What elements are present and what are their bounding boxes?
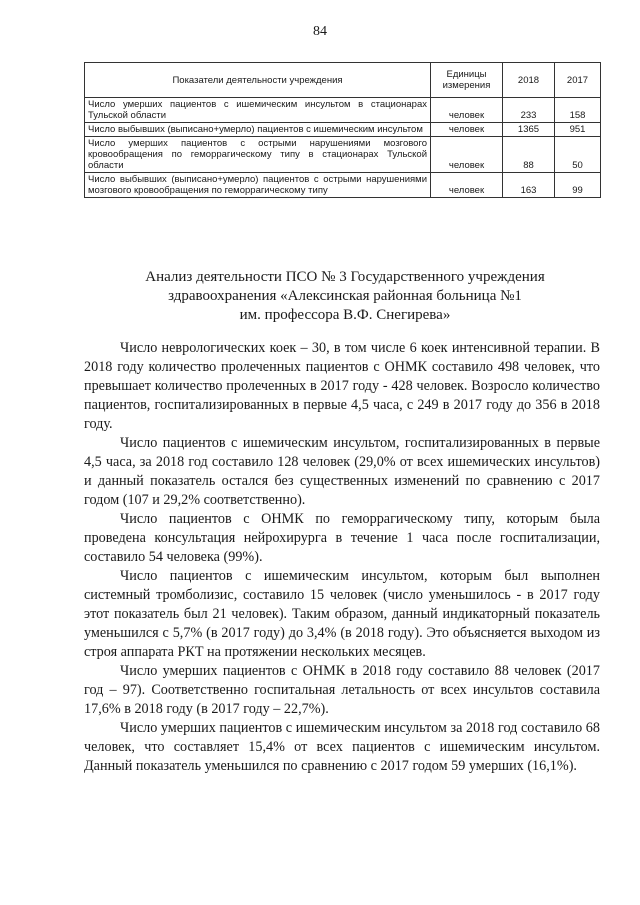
section-title-line: Анализ деятельности ПСО № 3 Государственного учреждения: [145, 269, 545, 285]
table-row: [85, 123, 601, 137]
row-indicator: Число умерших пациентов с острыми нарушениями мозгового кровообращения по геморрагическому типу в стационарах Тульской области: [85, 137, 431, 173]
section-title: [90, 268, 600, 325]
row-value-2017: 99: [555, 173, 601, 198]
table-header-row: [85, 63, 601, 98]
paragraph: Число неврологических коек – 30, в том числе 6 коек интенсивной терапии. В 2018 году количество пролеченных пациентов с ОНМК составило 498 человек, что превышает количество пролеченных в 2017 году - 428 человек. Возросло количество пациентов, госпитализированных в первые 4,5 часа, с 249 в 2017 году до 356 в 2018 году.: [84, 340, 600, 432]
header-year-2018: 2018: [503, 63, 555, 98]
paragraph: Число пациентов с ишемическим инсультом, госпитализированных в первые 4,5 часа, за 2018 год составило 128 человек (29,0% от всех ишемических инсультов) и данный показатель остался без существенных изменений по сравнению с 2017 годом (107 и 29,2% соответственно).: [84, 435, 600, 508]
row-value-2017: 158: [555, 98, 601, 123]
paragraph: Число пациентов с ишемическим инсультом, которым был выполнен системный тромболизис, составило 15 человек (число уменьшилось - в 2017 году этот показатель был 21 человек). Таким образом, данный индикаторный показатель уменьшился с 5,7% (в 2017 году) до 3,4% (в 2018 году). Это объясняется выходом из строя аппарата РКТ на протяжении нескольких месяцев.: [84, 568, 600, 660]
table-row: [85, 137, 601, 173]
row-indicator: Число выбывших (выписано+умерло) пациентов с острыми нарушениями мозгового кровообращения по геморрагическому типу: [85, 173, 431, 198]
row-value-2018: 163: [503, 173, 555, 198]
paragraph: Число умерших пациентов с ОНМК в 2018 году составило 88 человек (2017 год – 97). Соответственно госпитальная летальность от всех инсультов составила 17,6% в 2018 году (в 2017 году – 22,7%).: [84, 663, 600, 717]
row-indicator: Число выбывших (выписано+умерло) пациентов с ишемическим инсультом: [85, 123, 431, 137]
row-value-2018: 1365: [503, 123, 555, 137]
row-indicator: Число умерших пациентов с ишемическим инсультом в стационарах Тульской области: [85, 98, 431, 123]
paragraph: Число пациентов с ОНМК по геморрагическому типу, которым была проведена консультация нейрохирурга в течение 1 часа после госпитализации, составило 54 человека (99%).: [84, 511, 600, 565]
header-indicator: Показатели деятельности учреждения: [85, 63, 431, 98]
section-title-line: им. профессора В.Ф. Снегирева»: [239, 307, 451, 323]
row-unit: человек: [431, 173, 503, 198]
row-value-2017: 50: [555, 137, 601, 173]
paragraph: Число умерших пациентов с ишемическим инсультом за 2018 год составило 68 человек, что составляет 15,4% от всех пациентов с ишемическим инсультом. Данный показатель уменьшился по сравнению с 2017 годом 59 умерших (16,1%).: [84, 720, 600, 774]
header-unit: Единицы измерения: [431, 63, 503, 98]
body-text: [84, 339, 600, 776]
statistics-table: [84, 62, 601, 198]
row-unit: человек: [431, 123, 503, 137]
table-row: [85, 173, 601, 198]
row-unit: человек: [431, 137, 503, 173]
row-unit: человек: [431, 98, 503, 123]
section-title-line: здравоохранения «Алексинская районная больница №1: [168, 288, 522, 304]
row-value-2018: 88: [503, 137, 555, 173]
row-value-2017: 951: [555, 123, 601, 137]
row-value-2018: 233: [503, 98, 555, 123]
table-row: [85, 98, 601, 123]
page-number: 84: [313, 24, 327, 39]
header-year-2017: 2017: [555, 63, 601, 98]
